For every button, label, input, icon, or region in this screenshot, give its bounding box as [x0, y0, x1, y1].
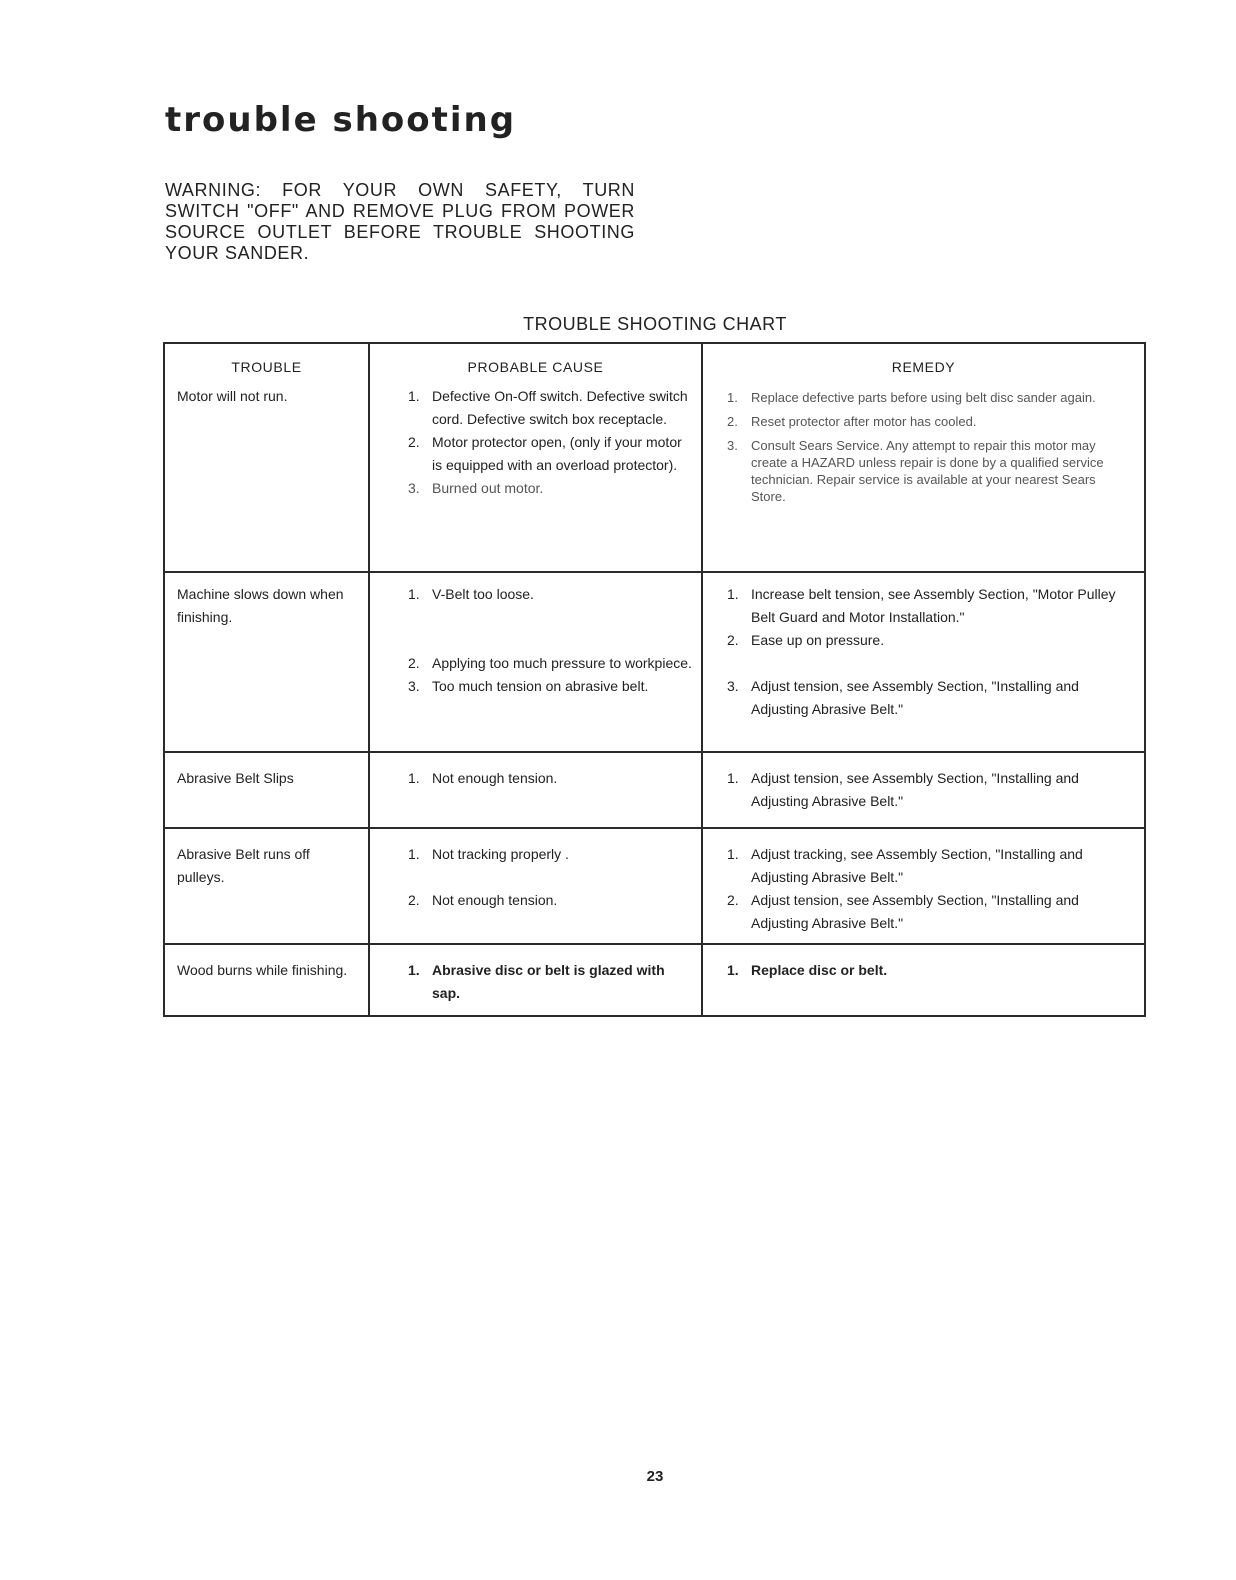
- trouble-cell: [164, 944, 369, 1016]
- list-item: 2. Applying too much pressure to workpiece.: [408, 655, 692, 671]
- list-item: 2. Reset protector after motor has cooled.: [727, 414, 977, 429]
- list-item: 1. Replace disc or belt.: [727, 962, 888, 978]
- cause-cell: [369, 944, 702, 1016]
- chart-title: TROUBLE SHOOTING CHART: [523, 314, 787, 334]
- list-item: 1. Adjust tension, see Assembly Section, "Installing and Adjusting Abrasive Belt.": [727, 770, 1079, 809]
- safety-warning: WARNING: FOR YOUR OWN SAFETY, TURN SWITCH "OFF" AND REMOVE PLUG FROM POWER SOURCE OUTLET BEFORE TROUBLE SHOOTING YOUR SANDER.: [165, 180, 635, 263]
- list-item: 2. Motor protector open, (only if your motor is equipped with an overload protector).: [408, 434, 682, 473]
- cause-cell: [369, 752, 702, 828]
- header-trouble: TROUBLE: [164, 343, 369, 379]
- table-row: [164, 944, 1145, 1016]
- trouble-cell: [164, 379, 369, 572]
- header-probable-cause: PROBABLE CAUSE: [369, 343, 702, 379]
- cause-cell: [369, 572, 702, 752]
- trouble-cell: [164, 752, 369, 828]
- list-item: 2. Adjust tension, see Assembly Section, "Installing and Adjusting Abrasive Belt.": [727, 892, 1079, 931]
- trouble-text: Abrasive Belt runs off pulleys.: [177, 846, 310, 885]
- trouble-text: Abrasive Belt Slips: [177, 770, 294, 786]
- list-item: 3. Too much tension on abrasive belt.: [408, 678, 649, 694]
- table-row: [164, 828, 1145, 944]
- list-item: 1. Not tracking properly .: [408, 846, 569, 862]
- list-item: 1. Defective On-Off switch. Defective switch cord. Defective switch box receptacle.: [408, 388, 688, 427]
- list-item: 1. Adjust tracking, see Assembly Section, "Installing and Adjusting Abrasive Belt.": [727, 846, 1083, 885]
- remedy-cell: [702, 379, 1145, 572]
- cause-cell: [369, 379, 702, 572]
- cause-cell: [369, 828, 702, 944]
- trouble-text: Motor will not run.: [177, 388, 288, 404]
- list-item: 1. Replace defective parts before using belt disc sander again.: [727, 390, 1096, 405]
- list-item: 3. Adjust tension, see Assembly Section, "Installing and Adjusting Abrasive Belt.": [727, 678, 1079, 717]
- list-item: 1. V-Belt too loose.: [408, 586, 534, 602]
- remedy-cell: [702, 572, 1145, 752]
- page-title: trouble shooting: [165, 100, 517, 140]
- remedy-cell: [702, 944, 1145, 1016]
- list-item: 3. Consult Sears Service. Any attempt to repair this motor may create a HAZARD unless repair is done by a qualified service technician. Repair service is available at your nearest Sears Store.: [727, 438, 1104, 504]
- list-item: 1. Abrasive disc or belt is glazed with sap.: [408, 962, 665, 1001]
- header-remedy: REMEDY: [702, 343, 1145, 379]
- trouble-shooting-chart: [163, 342, 1146, 1017]
- page-number: 23: [646, 1468, 664, 1485]
- table-row: [164, 752, 1145, 828]
- trouble-text: Wood burns while finishing.: [177, 962, 348, 978]
- list-item: 2. Not enough tension.: [408, 892, 558, 908]
- list-item: 3. Burned out motor.: [408, 480, 544, 496]
- trouble-text: Machine slows down when finishing.: [177, 586, 344, 625]
- table-row: [164, 572, 1145, 752]
- table-row: [164, 379, 1145, 572]
- remedy-cell: [702, 828, 1145, 944]
- trouble-cell: [164, 828, 369, 944]
- list-item: 1. Not enough tension.: [408, 770, 558, 786]
- list-item: 1. Increase belt tension, see Assembly Section, "Motor Pulley Belt Guard and Motor Installation.": [727, 586, 1116, 625]
- list-item: 2. Ease up on pressure.: [727, 632, 885, 648]
- trouble-cell: [164, 572, 369, 752]
- remedy-cell: [702, 752, 1145, 828]
